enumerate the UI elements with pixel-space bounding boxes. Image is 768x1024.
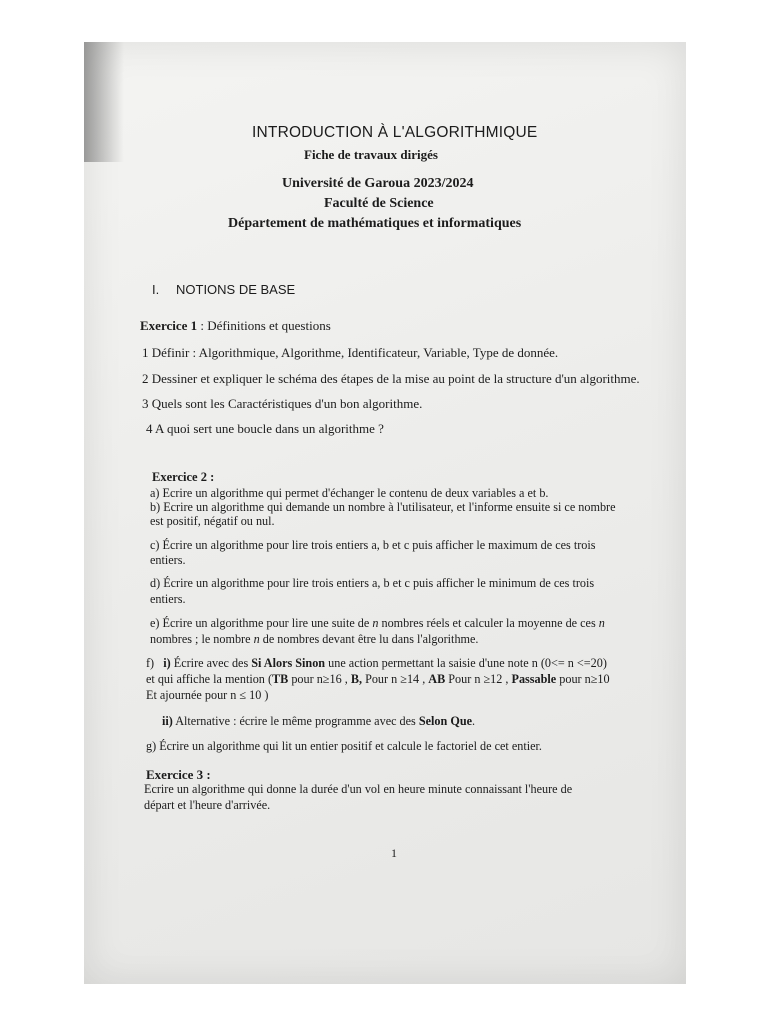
mention-ab: AB xyxy=(428,672,446,686)
exercise2-item-b-line1: b) Ecrire un algorithme qui demande un nombre à l'utilisateur, et l'informe ensuite si ce nombre xyxy=(150,500,616,514)
exercise2-item-a: a) Ecrire un algorithme qui permet d'échanger le contenu de deux variables a et b. xyxy=(150,486,549,500)
mention-passable: Passable xyxy=(511,672,557,686)
exercise3-line2: départ et l'heure d'arrivée. xyxy=(144,798,271,812)
exercise2-item-c-line1: c) Écrire un algorithme pour lire trois entiers a, b et c puis afficher le maximum de ces trois xyxy=(150,538,596,552)
keyword-selon-que: Selon Que xyxy=(418,714,473,728)
variable-n: n xyxy=(253,632,260,646)
exercise1-question-3: 3 Quels sont les Caractéristiques d'un bon algorithme. xyxy=(142,396,423,411)
exercise2-item-f-line1 xyxy=(146,656,607,671)
exercise2-item-f-line2 xyxy=(146,672,610,687)
exercise1-heading xyxy=(140,318,331,334)
item-f-i-label: i) xyxy=(163,656,171,670)
exercise2-item-d-line1: d) Écrire un algorithme pour lire trois entiers a, b et c puis afficher le minimum de ces trois xyxy=(150,576,595,590)
mention-b: B, xyxy=(350,672,363,686)
document-title: INTRODUCTION À L'ALGORITHMIQUE xyxy=(252,124,538,141)
exercise2-item-d-line2: entiers. xyxy=(150,592,186,606)
exercise2-f-text-5: Pour n ≥14 , xyxy=(362,672,429,686)
keyword-si-alors-sinon: Si Alors Sinon xyxy=(251,656,326,670)
exercise2-f-text-4: pour n≥16 , xyxy=(288,672,351,686)
exercise2-heading: Exercice 2 : xyxy=(152,470,215,484)
exercise2-item-g: g) Écrire un algorithme qui lit un entier positif et calcule le factoriel de cet entier. xyxy=(146,739,542,753)
exercise2-item-e-line2 xyxy=(150,632,478,647)
exercise2-f-text-3: et qui affiche la mention ( xyxy=(146,672,273,686)
exercise2-item-e-line1 xyxy=(150,616,605,631)
exercise2-item-c-line2: entiers. xyxy=(150,553,186,567)
variable-n: n xyxy=(372,616,379,630)
document-subtitle: Fiche de travaux dirigés xyxy=(304,147,438,162)
exercise1-question-4: 4 A quoi sert une boucle dans un algorithme ? xyxy=(146,421,384,436)
exercise2-e-text-1: e) Écrire un algorithme pour lire une suite de xyxy=(150,616,373,630)
exercise2-f-ii-end: . xyxy=(472,714,476,728)
variable-n: n xyxy=(598,616,605,630)
exercise3-line1: Ecrire un algorithme qui donne la durée d'un vol en heure minute connaissant l'heure de xyxy=(144,782,573,796)
exercise1-heading-rest: : Définitions et questions xyxy=(197,318,331,333)
exercise2-e-text-4: de nombres devant être lu dans l'algorithme. xyxy=(259,632,479,646)
section-title: NOTIONS DE BASE xyxy=(176,282,296,297)
exercise2-f-ii-text: Alternative : écrire le même programme avec des xyxy=(172,714,419,728)
exercise2-item-b-line2: est positif, négatif ou nul. xyxy=(150,514,275,528)
exercise3-heading: Exercice 3 : xyxy=(146,767,211,782)
paper-corner-shadow xyxy=(84,42,124,162)
exercise2-item-f-line3: Et ajournée pour n ≤ 10 ) xyxy=(146,688,269,702)
exercise1-heading-bold: Exercice 1 xyxy=(140,318,198,333)
university-line: Université de Garoua 2023/2024 xyxy=(282,176,474,191)
exercise1-question-1: 1 Définir : Algorithmique, Algorithme, Identificateur, Variable, Type de donnée. xyxy=(142,345,559,360)
item-f-label: f) xyxy=(146,656,155,670)
department-line: Département de mathématiques et informatiques xyxy=(228,216,522,231)
exercise2-e-text-3: nombres ; le nombre xyxy=(150,632,254,646)
exercise2-e-text-2: nombres réels et calculer la moyenne de ces xyxy=(378,616,599,630)
exercise2-f-text-2: une action permettant la saisie d'une note n (0<= n <=20) xyxy=(325,656,607,670)
exercise2-f-text-6: Pour n ≥12 , xyxy=(445,672,512,686)
exercise2-item-f-ii xyxy=(162,714,475,729)
item-f-ii-label: ii) xyxy=(162,714,173,728)
exercise2-f-text-7: pour n≥10 xyxy=(556,672,610,686)
section-number: I. xyxy=(152,282,160,297)
exercise1-question-2: 2 Dessiner et expliquer le schéma des étapes de la mise au point de la structure d'un algorithme. xyxy=(142,371,640,386)
page-number: 1 xyxy=(391,846,397,860)
faculty-line: Faculté de Science xyxy=(324,196,434,211)
mention-tb: TB xyxy=(272,672,289,686)
exercise2-f-text-1: Écrire avec des xyxy=(170,656,252,670)
